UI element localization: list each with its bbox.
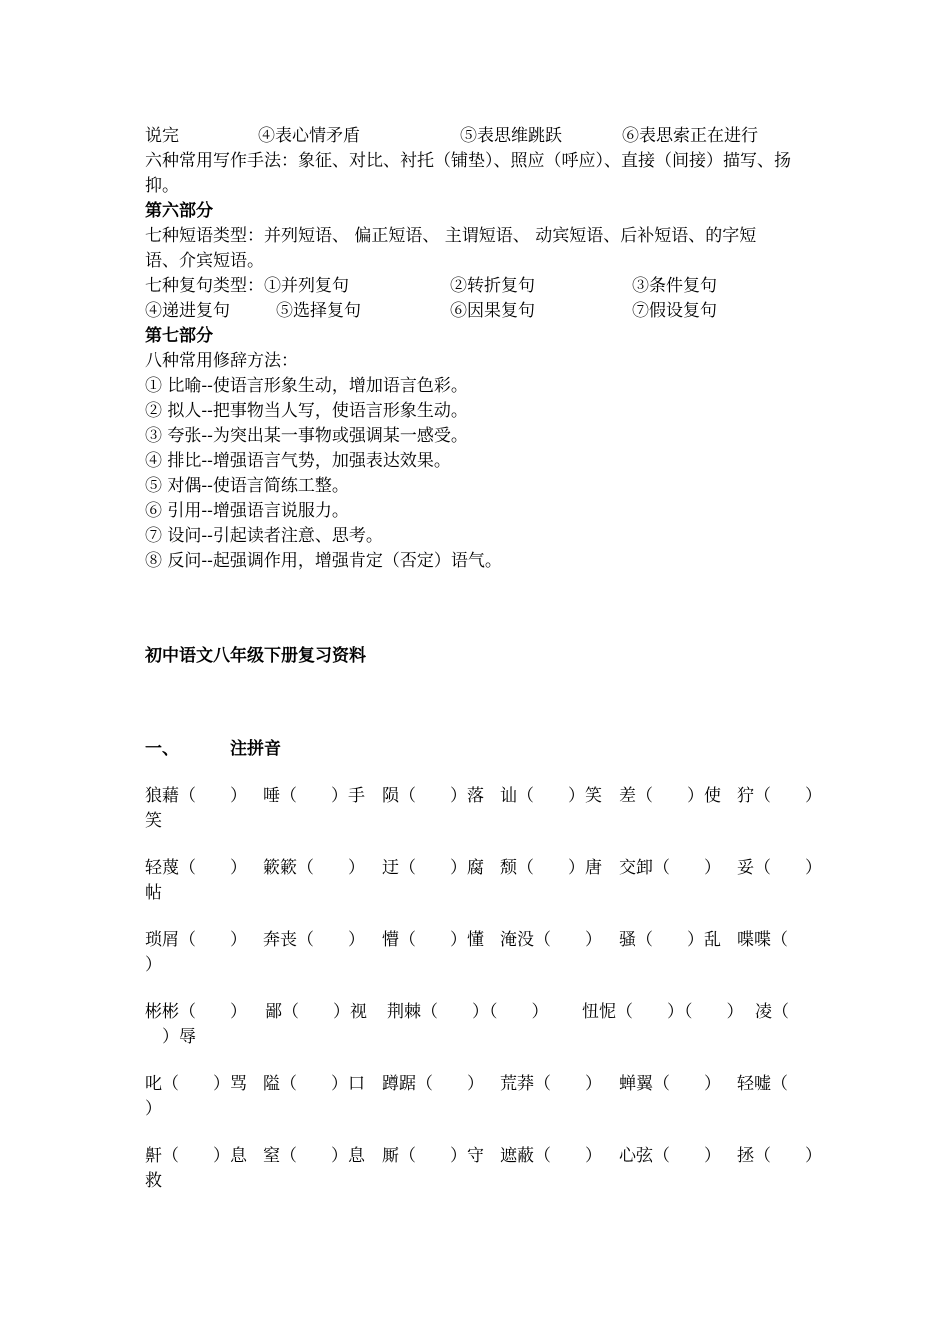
pinyin-cell: 彬彬（ ）: [145, 1002, 247, 1022]
pinyin-cell: 荆棘（ ）（ ）: [387, 1002, 549, 1022]
section-title: 注拼音: [230, 739, 281, 759]
text-item-6: ⑥表思索正在进行: [622, 126, 758, 146]
pinyin-cell: 叱（ ）骂: [145, 1074, 247, 1094]
pinyin-row-5-wrap: ）: [145, 1099, 162, 1119]
rhetoric-item: ⑥ 引用--增强语言说服力。: [145, 501, 349, 521]
rhetoric-item: ⑦ 设问--引起读者注意、思考。: [145, 526, 383, 546]
clause-item: ⑥因果复句: [450, 301, 535, 321]
pinyin-cell: 妥（ ）: [737, 858, 822, 878]
pinyin-row-1-wrap: 笑: [145, 811, 162, 831]
part6-heading: 第六部分: [145, 201, 213, 221]
pinyin-cell: 琐屑（ ）: [145, 930, 247, 950]
clause-item: ④递进复句: [145, 301, 230, 321]
pinyin-row-4-wrap: ）辱: [145, 1027, 196, 1047]
pinyin-cell: 蹲踞（ ）: [382, 1074, 484, 1094]
pinyin-row-2-wrap: 帖: [145, 883, 162, 903]
pinyin-cell: 狞（ ）: [737, 786, 822, 806]
pinyin-cell: 簌簌（ ）: [263, 858, 365, 878]
rhetoric-item: ④ 排比--增强语言气势，加强表达效果。: [145, 451, 451, 471]
pinyin-cell: 迂（ ）腐: [382, 858, 484, 878]
pinyin-cell: 轻蔑（ ）: [145, 858, 247, 878]
clause-item: 七种复句类型：①并列复句: [145, 276, 349, 296]
pinyin-cell: 窒（ ）息: [263, 1146, 365, 1166]
rhetoric-intro: 八种常用修辞方法：: [145, 351, 298, 371]
pinyin-cell: 遮蔽（ ）: [500, 1146, 602, 1166]
pinyin-cell: 唾（ ）手: [263, 786, 365, 806]
pinyin-cell: 鼾（ ）息: [145, 1146, 247, 1166]
clause-item: ⑤选择复句: [276, 301, 361, 321]
pinyin-cell: 讪（ ）笑: [500, 786, 602, 806]
pinyin-cell: 隘（ ）口: [263, 1074, 365, 1094]
pinyin-cell: 颓（ ）唐: [500, 858, 602, 878]
pinyin-cell: 喋喋（: [737, 930, 788, 950]
rhetoric-item: ⑧ 反问--起强调作用，增强肯定（否定）语气。: [145, 551, 502, 571]
rhetoric-item: ② 拟人--把事物当人写，使语言形象生动。: [145, 401, 468, 421]
pinyin-row-3: [145, 928, 815, 953]
pinyin-cell: 淹没（ ）: [500, 930, 602, 950]
writing-methods-line-1: 六种常用写作手法：象征、对比、衬托（铺垫）、照应（呼应）、直接（间接）描写、扬: [145, 151, 791, 171]
pinyin-cell: 陨（ ）落: [382, 786, 484, 806]
pinyin-cell: 厮（ ）守: [382, 1146, 484, 1166]
pinyin-row-5: [145, 1072, 815, 1097]
text-item-4: ④表心情矛盾: [258, 126, 360, 146]
writing-methods-line-2: 抑。: [145, 176, 179, 196]
part7-heading: 第七部分: [145, 326, 213, 346]
pinyin-row-3-wrap: ）: [145, 955, 162, 975]
pinyin-cell: 鄙（ ）视: [265, 1002, 367, 1022]
pinyin-cell: 交卸（ ）: [619, 858, 721, 878]
pinyin-row-6: [145, 1144, 822, 1169]
pinyin-cell: 心弦（ ）: [619, 1146, 721, 1166]
pinyin-cell: 轻嘘（: [737, 1074, 788, 1094]
phrase-types-line-1: 七种短语类型：并列短语、 偏正短语、 主谓短语、 动宾短语、后补短语、的字短: [145, 226, 757, 246]
pinyin-cell: 狼藉（ ）: [145, 786, 247, 806]
pinyin-row-4: [145, 1000, 815, 1025]
clause-item: ⑦假设复句: [632, 301, 717, 321]
pinyin-cell: 蝉翼（ ）: [619, 1074, 721, 1094]
section-number: 一、: [145, 739, 179, 759]
rhetoric-item: ⑤ 对偶--使语言简练工整。: [145, 476, 349, 496]
phrase-types-line-2: 语、介宾短语。: [145, 251, 264, 271]
pinyin-row-6-wrap: 救: [145, 1171, 162, 1191]
pinyin-cell: 拯（ ）: [737, 1146, 822, 1166]
pinyin-cell: 骚（ ）乱: [619, 930, 721, 950]
pinyin-cell: 忸怩（ ）（ ）: [582, 1002, 744, 1022]
review-title: 初中语文八年级下册复习资料: [145, 646, 366, 666]
pinyin-cell: 凌（: [755, 1002, 789, 1022]
text-shuowan: 说完: [145, 126, 179, 146]
pinyin-cell: 奔丧（ ）: [263, 930, 365, 950]
rhetoric-item: ③ 夸张--为突出某一事物或强调某一感受。: [145, 426, 468, 446]
pinyin-row-1: [145, 784, 822, 809]
pinyin-cell: 荒莽（ ）: [500, 1074, 602, 1094]
clause-item: ③条件复句: [632, 276, 717, 296]
clause-item: ②转折复句: [450, 276, 535, 296]
pinyin-cell: 差（ ）使: [619, 786, 721, 806]
pinyin-cell: 懵（ ）懂: [382, 930, 484, 950]
text-item-5: ⑤表思维跳跃: [460, 126, 562, 146]
pinyin-row-2: [145, 856, 822, 881]
rhetoric-item: ① 比喻--使语言形象生动，增加语言色彩。: [145, 376, 468, 396]
